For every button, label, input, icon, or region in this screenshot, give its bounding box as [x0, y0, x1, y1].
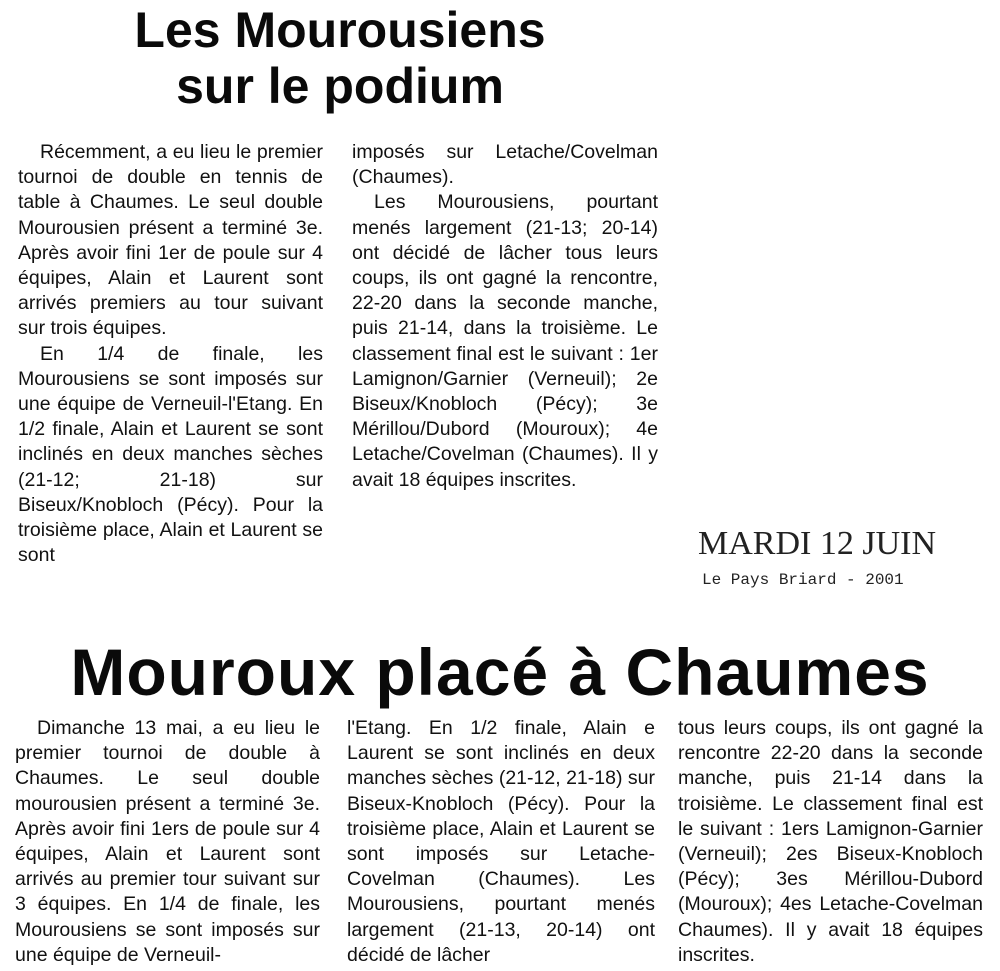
publication-date: MARDI 12 JUIN: [698, 525, 936, 562]
article2-paragraph: Dimanche 13 mai, a eu lieu le premier tournoi de double à Chaumes. Le seul double mourousien présent a terminé 3e. Après avoir fini 1ers de poule sur 4 équipes, Alain et Laurent sont arrivés au premier tour suivant sur 3 équipes. En 1/4 de finale, les Mourousiens se sont imposés sur une équipe de Verneuil-: [15, 717, 320, 966]
article1-title-line1: Les Mourousiens: [134, 2, 546, 58]
article1-title-line2: sur le podium: [176, 58, 504, 114]
article2-column-2: [347, 716, 655, 968]
article1-paragraph: Récemment, a eu lieu le premier tournoi de double en tennis de table à Chaumes. Le seul double Mourousien présent a terminé 3e. Après avoir fini 1er de poule sur 4 équipes, Alain et Laurent sont arrivés premiers au tour suivant sur trois équipes.: [18, 141, 323, 340]
article2-title: Mouroux placé à Chaumes: [70, 635, 930, 709]
article2-paragraph: l'Etang. En 1/2 finale, Alain e Laurent se sont inclinés en deux manches sèches (21-12, 21-18) sur Biseux-Knobloch (Pécy). Pour la troisième place, Alain et Laurent se sont imposés sur Letache-Covelman (Chaumes). Les Mourousiens, pourtant menés largement (21-13, 20-14) ont décidé de lâcher: [347, 717, 655, 966]
article2-column-3: [678, 716, 983, 968]
article1-paragraph: En 1/4 de finale, les Mourousiens se sont imposés sur une équipe de Verneuil-l'Etang. En 1/2 finale, Alain et Laurent se sont inclinés en deux manches sèches (21-12; 21-18) sur Biseux/Knobloch (Pécy). Pour la troisième place, Alain et Laurent se sont: [18, 342, 323, 567]
article2-column-1: [15, 716, 320, 968]
article1-title: [60, 2, 620, 114]
article1-column-1: [18, 140, 323, 568]
article2-paragraph: tous leurs coups, ils ont gagné la rencontre 22-20 dans la seconde manche, puis 21-14 dans la troisième. Le classement final est le suivant : 1ers Lamignon-Garnier (Verneuil); 2es Biseux-Knobloch (Pécy); 3es Mérillou-Dubord (Mouroux); 4es Letache-Covelman Chaumes). Il y avait 18 équipes inscrites.: [678, 717, 983, 966]
article1-paragraph: imposés sur Letache/Covelman (Chaumes).: [352, 141, 658, 189]
article1-column-2: [352, 140, 658, 493]
publication-source: Le Pays Briard - 2001: [702, 571, 904, 589]
article1-paragraph: Les Mourousiens, pourtant menés largement (21-13; 20-14) ont décidé de lâcher tous leurs coups, ils ont gagné la rencontre, 22-20 dans la seconde manche, puis 21-14, dans la troisième. Le classement final est le suivant : 1er Lamignon/Garnier (Verneuil); 2e Biseux/Knobloch (Pécy); 3e Mérillou/Dubord (Mouroux); 4e Letache/Covelman (Chaumes). Il y avait 18 équipes inscrites.: [352, 191, 658, 491]
